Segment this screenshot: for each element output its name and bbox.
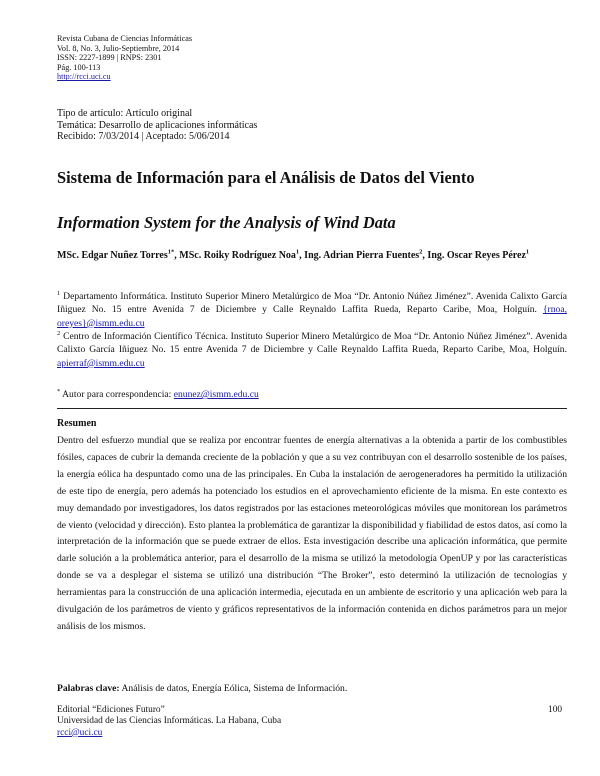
title-english: Information System for the Analysis of Wind Data	[57, 213, 396, 232]
author-sup: 2	[419, 248, 423, 256]
journal-name: Revista Cubana de Ciencias Informáticas	[57, 34, 193, 43]
footer-publisher: Editorial “Ediciones Futuro”	[57, 705, 165, 715]
author-list: MSc. Edgar Nuñez Torres$^{1*}$, MSc. Roiky Rodríguez Noa$^1$, Ing. Adrian Pierra Fuentes$^2$, Ing. Oscar Reyes Pérez$^1$	[57, 248, 530, 261]
keywords	[57, 683, 347, 694]
article-meta	[57, 108, 257, 143]
keywords-label: Palabras clave:	[57, 683, 120, 694]
affiliation-email-link[interactable]: {rnoa, oreyes}@ismm.edu.cu	[57, 304, 567, 329]
correspondence-label: Autor para correspondencia:	[62, 389, 172, 400]
affiliation-sup: 1	[57, 289, 61, 297]
affiliation-sup: 2	[57, 329, 61, 337]
correspondence-sup: *	[57, 387, 61, 395]
author-sup: 1*	[167, 248, 175, 256]
article-dates: Recibido: 7/03/2014 | Aceptado: 5/06/2014	[57, 131, 230, 143]
section-divider	[57, 408, 567, 409]
author-sup: 1	[295, 248, 300, 256]
journal-pages: Pág. 100-113	[57, 62, 101, 72]
author-name: Ing. Adrian Pierra Fuentes	[304, 250, 420, 261]
author-name: MSc. Roiky Rodríguez Noa	[179, 250, 296, 261]
correspondence-note	[57, 389, 259, 400]
keywords-text: Análisis de datos, Energía Eólica, Sistema de Información.	[121, 683, 348, 694]
article-topic: Temática: Desarrollo de aplicaciones informáticas	[57, 119, 258, 131]
journal-header	[57, 34, 192, 82]
abstract-text: Dentro del esfuerzo mundial que se realiza por encontrar fuentes de energía alternativas a la obtenida a partir de los combustibles fósiles, capaces de cubrir la demanda creciente de la población y que a su vez contribuyan con el desarrollo sostenible de los países, la energía eólica ha despuntado como una de las principales. En Cuba la instalación de aerogeneradores ha permitido la utilización de este tipo de energía, pero además ha potenciado los estudios en el aprovechamiento eficiente de la misma. En este contexto es muy demandado por investigadores, los datos registrados por las estaciones meteorológicas móviles que monitorean los parámetros de viento (velocidad y dirección). Esto plantea la problemática de garantizar la disponibilidad y fiabilidad de estos datos, así como la interpretación de la información que se puede extraer de ellos. Esta investigación describe una aplicación informática, que permite darle solución a la problemática anterior, para el desarrollo de la misma se utilizó la metodología OpenUP y por las características donde se va a desplegar el sistema se utilizó una distribución “The Broker”, esto determinó la utilización de tecnologías y herramientas para la construcción de una aplicación intermedia, ejecutada en un ambiente de escritorio y una aplicación web para la divulgación de los parámetros de viento y gráficos representativos de la información contenida en dichos parámetros para un mejor análisis de los mismos.	[57, 435, 567, 632]
affiliation-email-link[interactable]: apierraf@ismm.edu.cu	[57, 357, 145, 369]
journal-issn: ISSN: 2227-1899 | RNPS: 2301	[57, 53, 162, 63]
author-name: MSc. Edgar Nuñez Torres	[57, 250, 168, 261]
affiliation-text: Centro de Información Científico Técnica. Instituto Superior Minero Metalúrgico de Moa “Dr. Antonio Núñez Jiménez”. Avenida Calixto García Iñiguez No. 15 entre Avenida 7 de Diciembre y Calle Reynaldo Laffita Rueda, Reparto Caribe, Moa, Holguín.	[57, 331, 567, 356]
page-number: 100	[548, 705, 563, 715]
author-name: Ing. Oscar Reyes Pérez	[427, 250, 526, 261]
affiliation-2	[57, 330, 567, 370]
abstract-heading: Resumen	[57, 418, 97, 429]
footer-email-link[interactable]: rcci@uci.cu	[57, 727, 103, 738]
title-spanish: Sistema de Información para el Análisis de Datos del Viento	[57, 168, 475, 187]
author-sup: 1	[525, 248, 530, 256]
affiliation-1	[57, 290, 567, 330]
journal-url-link[interactable]: http://rcci.uci.cu	[57, 72, 111, 82]
correspondence-email-link[interactable]: enunez@ismm.edu.cu	[173, 389, 259, 400]
article-type: Tipo de artículo: Artículo original	[57, 108, 193, 119]
journal-volume: Vol. 8, No. 3, Julio-Septiembre, 2014	[57, 43, 180, 53]
footer-university: Universidad de las Ciencias Informáticas. La Habana, Cuba	[57, 716, 282, 727]
affiliation-text: Departamento Informática. Instituto Superior Minero Metalúrgico de Moa “Dr. Antonio Núñez Jiménez”. Avenida Calixto García Iñiguez No. 15 entre Avenida 7 de Diciembre y Calle Reynaldo Laffita Rueda, Reparto Caribe, Moa, Holguín.	[57, 291, 567, 316]
page-footer	[57, 705, 281, 739]
